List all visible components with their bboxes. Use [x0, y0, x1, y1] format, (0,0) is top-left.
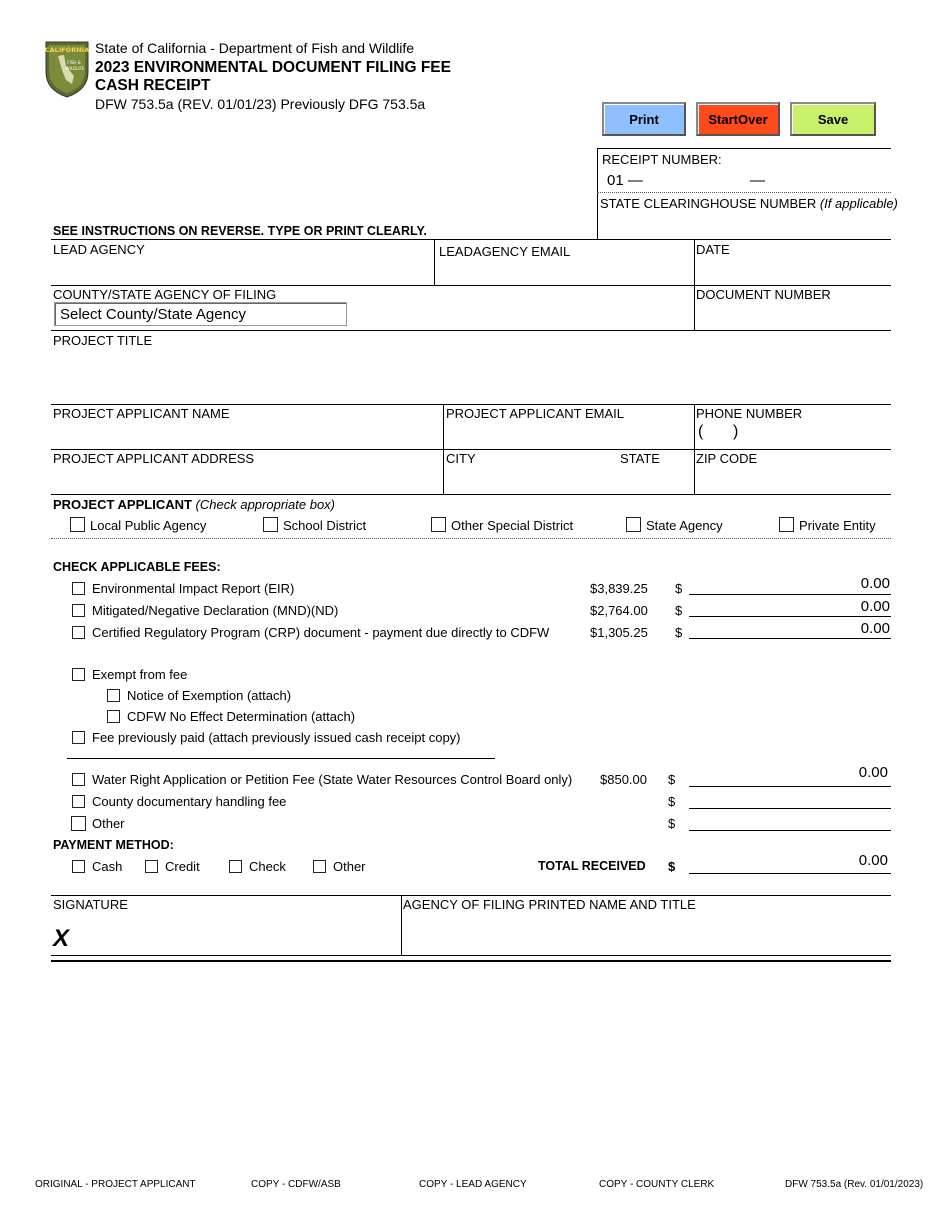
cash-checkbox[interactable] [72, 860, 85, 873]
water-right-fee: $850.00 [600, 772, 647, 787]
clearinghouse-label: STATE CLEARINGHOUSE NUMBER (If applicable) [600, 196, 898, 211]
private-entity-label: Private Entity [799, 518, 876, 533]
notice-exemption-checkbox[interactable] [107, 689, 120, 702]
phone-close-paren: ) [733, 423, 739, 440]
eir-amount[interactable]: 0.00 [860, 575, 890, 592]
receipt-number-label: RECEIPT NUMBER: [602, 152, 722, 167]
other-payment-checkbox[interactable] [313, 860, 326, 873]
eir-label: Environmental Impact Report (EIR) [92, 581, 295, 596]
other-payment-label: Other [333, 859, 366, 874]
instructions: SEE INSTRUCTIONS ON REVERSE. TYPE OR PRINT CLEARLY. [53, 224, 427, 238]
previously-paid-checkbox[interactable] [72, 731, 85, 744]
svg-text:CALIFORNIA: CALIFORNIA [44, 46, 90, 54]
water-right-checkbox[interactable] [72, 773, 85, 786]
mnd-currency: $ [675, 603, 683, 618]
other-fee-amount-field[interactable] [689, 830, 891, 831]
water-right-amount[interactable]: 0.00 [858, 764, 888, 781]
total-amount[interactable]: 0.00 [858, 852, 888, 869]
county-handling-amount-field[interactable] [689, 808, 891, 809]
eir-currency: $ [675, 581, 683, 596]
no-effect-checkbox[interactable] [107, 710, 120, 723]
svg-text:FISH &: FISH & [67, 60, 81, 65]
eir-checkbox[interactable] [72, 582, 85, 595]
county-handling-label: County documentary handling fee [92, 794, 287, 809]
school-district-checkbox[interactable] [263, 517, 278, 532]
mnd-fee: $2,764.00 [590, 603, 648, 618]
receipt-number-dash: — [750, 172, 765, 189]
date-label: DATE [696, 242, 730, 257]
start-over-button[interactable]: StartOver [696, 102, 780, 136]
credit-label: Credit [165, 859, 200, 874]
lead-agency-email-label: LEADAGENCY EMAIL [439, 244, 571, 259]
previously-paid-label: Fee previously paid (attach previously issued cash receipt copy) [92, 730, 461, 745]
water-right-currency: $ [668, 772, 676, 787]
county-agency-select[interactable]: Select County/State Agency [54, 302, 347, 326]
signature-mark: X [53, 925, 70, 952]
crp-amount[interactable]: 0.00 [860, 620, 890, 637]
other-special-district-label: Other Special District [451, 518, 574, 533]
county-agency-label: COUNTY/STATE AGENCY OF FILING [53, 287, 277, 302]
print-button[interactable]: Print [602, 102, 686, 136]
save-button[interactable]: Save [790, 102, 876, 136]
notice-exemption-label: Notice of Exemption (attach) [127, 688, 292, 703]
no-effect-label: CDFW No Effect Determination (attach) [127, 709, 356, 724]
check-label: Check [249, 859, 286, 874]
applicant-name-label: PROJECT APPLICANT NAME [53, 406, 230, 421]
other-fee-currency: $ [668, 816, 676, 831]
other-fee-checkbox[interactable] [71, 816, 86, 831]
signature-label: SIGNATURE [53, 897, 128, 912]
city-label: CITY [446, 451, 476, 466]
document-number-label: DOCUMENT NUMBER [696, 287, 831, 302]
fees-heading: CHECK APPLICABLE FEES: [53, 560, 221, 574]
footer-form-number: DFW 753.5a (Rev. 01/01/2023) [785, 1179, 924, 1190]
project-title-label: PROJECT TITLE [53, 333, 153, 348]
payment-method-heading: PAYMENT METHOD: [53, 838, 174, 852]
form-subtitle: CASH RECEIPT [95, 77, 211, 94]
other-special-district-checkbox[interactable] [431, 517, 446, 532]
water-right-label: Water Right Application or Petition Fee (State Water Resources Control Board only) [92, 772, 573, 787]
local-public-agency-checkbox[interactable] [70, 517, 85, 532]
mnd-checkbox[interactable] [72, 604, 85, 617]
crp-checkbox[interactable] [72, 626, 85, 639]
crp-fee: $1,305.25 [590, 625, 648, 640]
school-district-label: School District [283, 518, 367, 533]
applicant-type-heading: PROJECT APPLICANT (Check appropriate box) [53, 497, 336, 512]
check-checkbox[interactable] [229, 860, 242, 873]
mnd-label: Mitigated/Negative Declaration (MND)(ND) [92, 603, 339, 618]
county-handling-currency: $ [668, 794, 676, 809]
applicant-email-label: PROJECT APPLICANT EMAIL [446, 406, 624, 421]
local-public-agency-label: Local Public Agency [90, 518, 207, 533]
agency-name-title-label: AGENCY OF FILING PRINTED NAME AND TITLE [403, 897, 696, 912]
eir-fee: $3,839.25 [590, 581, 648, 596]
state-agency-checkbox[interactable] [626, 517, 641, 532]
exempt-label: Exempt from fee [92, 667, 188, 682]
phone-open-paren: ( [698, 423, 704, 440]
zip-code-label: ZIP CODE [696, 451, 758, 466]
phone-number-label: PHONE NUMBER [696, 406, 803, 421]
department-name: State of California - Department of Fish and Wildlife [95, 40, 415, 56]
credit-checkbox[interactable] [145, 860, 158, 873]
receipt-number-prefix[interactable]: 01 — [607, 172, 643, 189]
state-label: STATE [620, 451, 660, 466]
cdfw-seal-logo [44, 40, 90, 98]
total-received-label: TOTAL RECEIVED [538, 859, 646, 873]
form-number: DFW 753.5a (REV. 01/01/23) Previously DFG 753.5a [95, 96, 426, 112]
footer-copy-cdfw: COPY - CDFW/ASB [251, 1179, 341, 1190]
previous-receipt-line[interactable] [67, 758, 495, 759]
lead-agency-label: LEAD AGENCY [53, 242, 145, 257]
other-fee-label: Other [92, 816, 125, 831]
form-title: 2023 ENVIRONMENTAL DOCUMENT FILING FEE [95, 59, 451, 76]
county-handling-checkbox[interactable] [72, 795, 85, 808]
applicant-address-label: PROJECT APPLICANT ADDRESS [53, 451, 255, 466]
footer-copy-county-clerk: COPY - COUNTY CLERK [599, 1179, 715, 1190]
exempt-checkbox[interactable] [72, 668, 85, 681]
total-currency: $ [668, 859, 676, 874]
mnd-amount[interactable]: 0.00 [860, 598, 890, 615]
private-entity-checkbox[interactable] [779, 517, 794, 532]
crp-currency: $ [675, 625, 683, 640]
svg-text:WILDLIFE: WILDLIFE [65, 66, 85, 71]
cash-label: Cash [92, 859, 123, 874]
footer-original: ORIGINAL - PROJECT APPLICANT [35, 1179, 196, 1190]
footer-copy-lead-agency: COPY - LEAD AGENCY [419, 1179, 527, 1190]
crp-label: Certified Regulatory Program (CRP) document - payment due directly to CDFW [92, 625, 550, 640]
state-agency-label: State Agency [646, 518, 723, 533]
